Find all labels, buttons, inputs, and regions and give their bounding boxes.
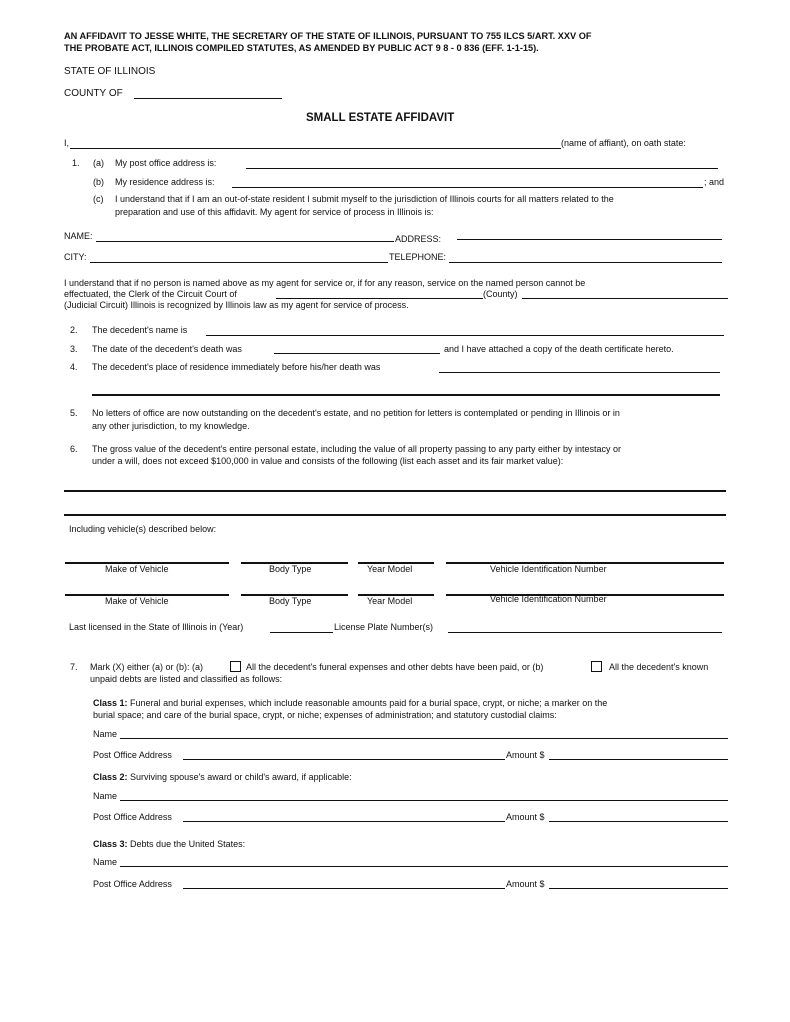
post-office-address-field[interactable] — [246, 168, 718, 169]
s2-num: 2. — [70, 325, 78, 335]
class2-amount-field[interactable] — [549, 821, 728, 822]
residence-address-field[interactable] — [232, 187, 703, 188]
class2-desc: Surviving spouse's award or child's award, if applicable: — [130, 772, 352, 782]
understand-line2: effectuated, the Clerk of the Circuit Court of — [64, 289, 237, 299]
agent-address-field[interactable] — [457, 239, 722, 240]
class3-name-field[interactable] — [120, 866, 728, 867]
affiant-suffix: (name of affiant), on oath state: — [561, 138, 686, 148]
s4-num: 4. — [70, 362, 78, 372]
affiant-name-field[interactable] — [70, 148, 561, 149]
class2-name-label: Name — [93, 791, 118, 801]
class1-name-field[interactable] — [120, 738, 728, 739]
s1-b-end: ; and — [704, 177, 725, 187]
s5-line1: No letters of office are now outstanding on the decedent's estate, and no petition for letters is contemplated or pending in Illinois or in — [92, 408, 620, 418]
agent-city-field[interactable] — [90, 262, 388, 263]
s1-b-text: My residence address is: — [115, 177, 215, 187]
class1-amount-label: Amount $ — [506, 750, 545, 760]
agent-telephone-field[interactable] — [449, 262, 722, 263]
class2-post-field[interactable] — [183, 821, 505, 822]
plate-number-field[interactable] — [448, 632, 722, 633]
s3-end: and I have attached a copy of the death certificate hereto. — [444, 344, 674, 354]
assets-field-2[interactable] — [64, 514, 726, 516]
option-b-checkbox[interactable] — [591, 661, 602, 672]
residence-field-2[interactable] — [92, 394, 720, 396]
s1-a-text: My post office address is: — [115, 158, 217, 168]
s3-text: The date of the decedent's death was — [92, 344, 242, 354]
class2-name-field[interactable] — [120, 800, 728, 801]
understand-line3: (Judicial Circuit) Illinois is recognized by Illinois law as my agent for service of process. — [64, 300, 409, 310]
vehicle1-make-label: Make of Vehicle — [105, 564, 169, 574]
vehicle1-year-label: Year Model — [367, 564, 413, 574]
class2-text — [93, 772, 352, 782]
vehicle2-body-label: Body Type — [269, 596, 312, 606]
affiant-prefix: I, — [64, 138, 70, 148]
class3-name-label: Name — [93, 857, 118, 867]
understand-county: (County) — [483, 289, 518, 299]
vehicle2-vin-label: Vehicle Identification Number — [490, 594, 607, 604]
s1-c-line2: preparation and use of this affidavit. My agent for service of process in Illinois is: — [115, 207, 434, 217]
class1-text-line1 — [93, 698, 607, 708]
class1-post-label: Post Office Address — [93, 750, 172, 760]
agent-telephone-label: TELEPHONE: — [389, 252, 447, 262]
class1-line1: Funeral and burial expenses, which include reasonable amounts paid for a burial space, crypt, or niche; a marker on the — [130, 698, 608, 708]
s6-line2: under a will, does not exceed $100,000 in value and consists of the following (list each asset and its fair market value): — [92, 456, 564, 466]
understand-line1: I understand that if no person is named above as my agent for service or, if for any reason, service on the named person cannot be — [64, 278, 586, 288]
circuit-court-field[interactable] — [276, 298, 483, 299]
class3-amount-field[interactable] — [549, 888, 728, 889]
judicial-circuit-field[interactable] — [522, 298, 728, 299]
licensed-year-field[interactable] — [270, 632, 333, 633]
residence-field-1[interactable] — [439, 372, 720, 373]
header-line-1: AN AFFIDAVIT TO JESSE WHITE, THE SECRETARY OF THE STATE OF ILLINOIS, PURSUANT TO 755 ILCS 5/ART. XXV OF — [64, 31, 592, 41]
class2-post-label: Post Office Address — [93, 812, 172, 822]
class1-name-label: Name — [93, 729, 118, 739]
option-a-checkbox[interactable] — [230, 661, 241, 672]
s2-text: The decedent's name is — [92, 325, 188, 335]
vehicle2-year-label: Year Model — [367, 596, 413, 606]
s4-text: The decedent's place of residence immediately before his/her death was — [92, 362, 381, 372]
class2-label: Class 2: — [93, 772, 128, 782]
class3-label: Class 3: — [93, 839, 128, 849]
agent-city-label: CITY: — [64, 252, 87, 262]
s1-a-label: (a) — [93, 158, 104, 168]
class3-text — [93, 839, 245, 849]
vehicle1-vin-label: Vehicle Identification Number — [490, 564, 607, 574]
vehicle1-body-label: Body Type — [269, 564, 312, 574]
s7-line2: unpaid debts are listed and classified as follows: — [90, 674, 283, 684]
class3-post-label: Post Office Address — [93, 879, 172, 889]
s1-num: 1. — [72, 158, 80, 168]
assets-field-1[interactable] — [64, 490, 726, 492]
class1-line2: burial space; and care of the burial space, crypt, or niche; expenses of administration; and statutory custodial claims: — [93, 710, 557, 720]
class3-desc: Debts due the United States: — [130, 839, 246, 849]
county-label: COUNTY OF — [64, 88, 123, 99]
s5-line2: any other jurisdiction, to my knowledge. — [92, 421, 250, 431]
class2-amount-label: Amount $ — [506, 812, 545, 822]
s7-text-a: Mark (X) either (a) or (b): (a) — [90, 662, 204, 672]
state-label: STATE OF ILLINOIS — [64, 66, 156, 77]
vehicles-intro: Including vehicle(s) described below: — [69, 524, 217, 534]
death-date-field[interactable] — [274, 353, 440, 354]
class1-label: Class 1: — [93, 698, 128, 708]
class3-amount-label: Amount $ — [506, 879, 545, 889]
page-title: SMALL ESTATE AFFIDAVIT — [306, 112, 455, 124]
s1-b-label: (b) — [93, 177, 104, 187]
header-line-2: THE PROBATE ACT, ILLINOIS COMPILED STATUTES, AS AMENDED BY PUBLIC ACT 9 8 - 0 836 (EFF. 1-1-15). — [64, 43, 539, 53]
vehicle2-make-label: Make of Vehicle — [105, 596, 169, 606]
s7-num: 7. — [70, 662, 78, 672]
class3-post-field[interactable] — [183, 888, 505, 889]
decedent-name-field[interactable] — [206, 335, 724, 336]
s7-text-b: All the decedent's funeral expenses and other debts have been paid, or (b) — [246, 662, 544, 672]
class1-amount-field[interactable] — [549, 759, 728, 760]
s1-c-label: (c) — [93, 194, 104, 204]
licensed-label: Last licensed in the State of Illinois in (Year) — [69, 622, 244, 632]
s7-text-c: All the decedent's known — [609, 662, 709, 672]
s6-line1: The gross value of the decedent's entire personal estate, including the value of all property passing to any party either by intestacy or — [92, 444, 622, 454]
s3-num: 3. — [70, 344, 78, 354]
agent-name-label: NAME: — [64, 231, 93, 241]
class1-post-field[interactable] — [183, 759, 505, 760]
s5-num: 5. — [70, 408, 78, 418]
agent-address-label: ADDRESS: — [395, 234, 442, 244]
s6-num: 6. — [70, 444, 78, 454]
county-field[interactable] — [134, 98, 282, 99]
plate-label: License Plate Number(s) — [334, 622, 434, 632]
s1-c-line1: I understand that if I am an out-of-state resident I submit myself to the jurisdiction of Illinois courts for all matters related to the — [115, 194, 614, 204]
agent-name-field[interactable] — [96, 241, 394, 242]
